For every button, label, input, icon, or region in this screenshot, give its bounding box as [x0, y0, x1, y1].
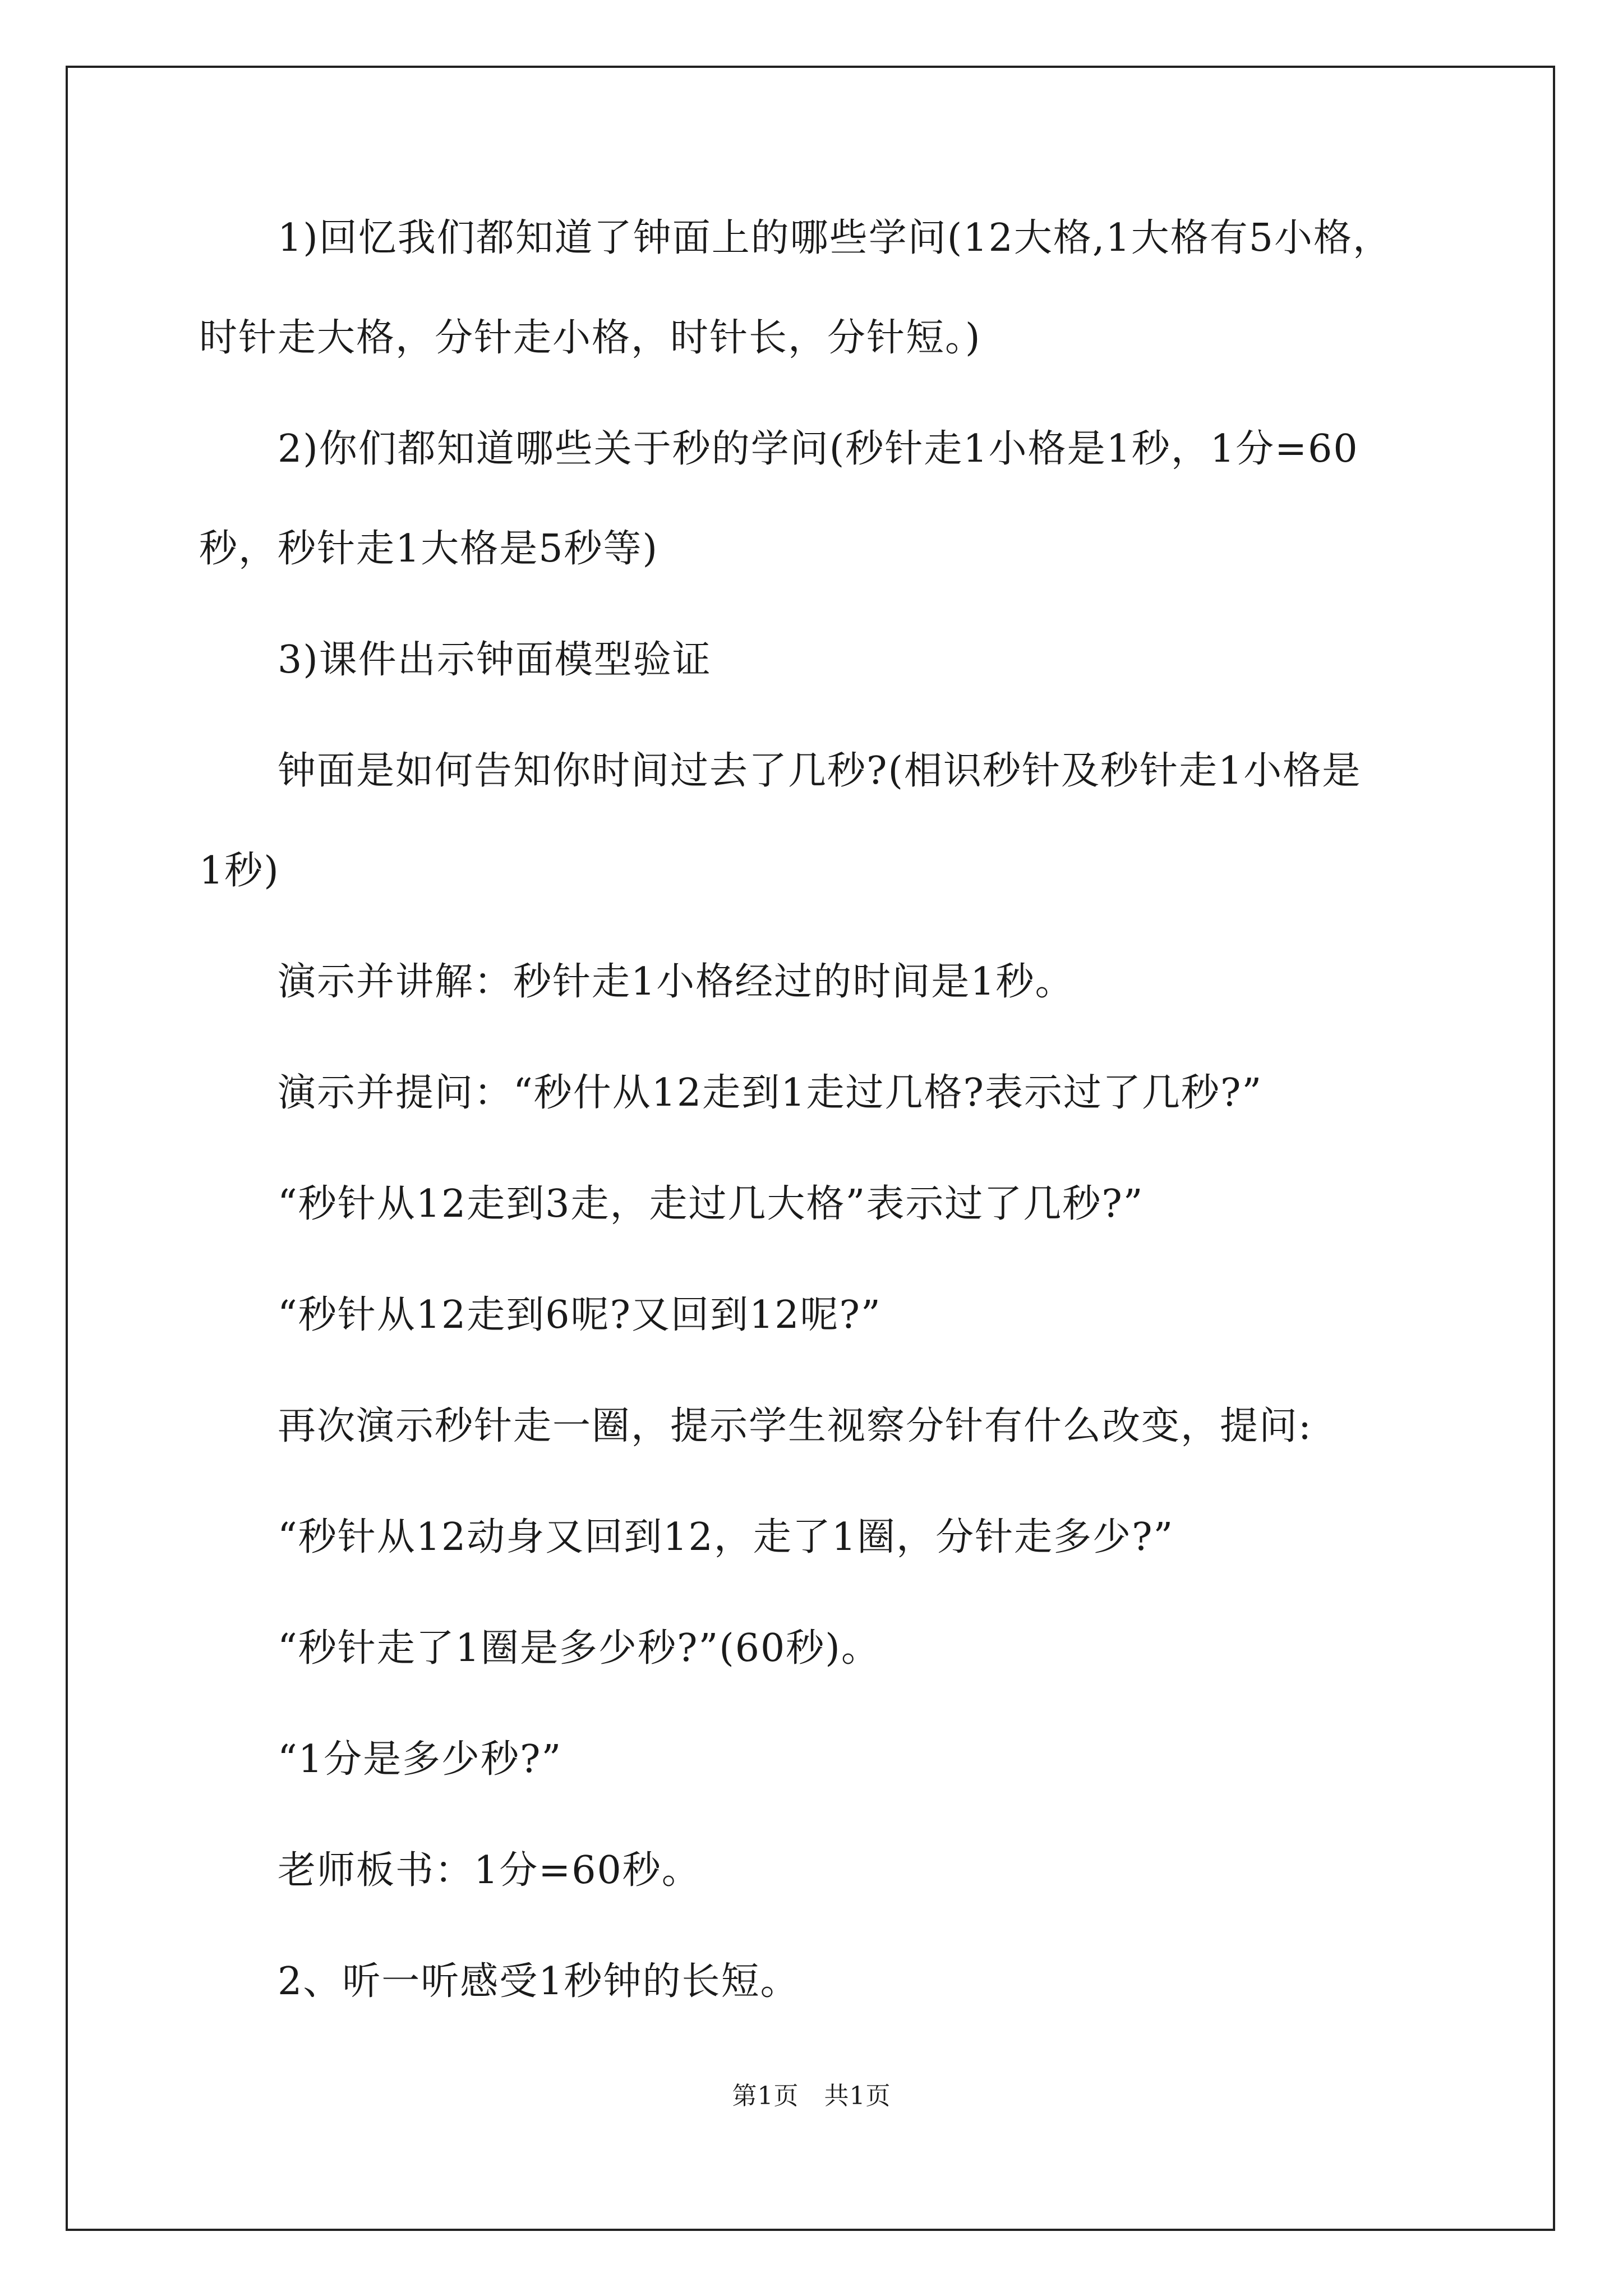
- paragraph-line-8: 演示并讲解：秒针走1小格经过的时间是1秒。: [278, 960, 1075, 1004]
- paragraph-line-6: 钟面是如何告知你时间过去了几秒?(相识秒针及秒针走1小格是: [278, 749, 1362, 793]
- paragraph-line-4: 秒，秒针走1大格是5秒等): [199, 527, 659, 571]
- paragraph-line-7: 1秒): [199, 849, 280, 893]
- paragraph-line-17: 2、听一听感受1秒钟的长短。: [278, 1959, 800, 2004]
- paragraph-line-1: 1)回忆我们都知道了钟面上的哪些学问(12大格,1大格有5小格，: [278, 216, 1392, 260]
- paragraph-line-14: “秒针走了1圈是多少秒?”(60秒)。: [278, 1626, 880, 1671]
- paragraph-line-3: 2)你们都知道哪些关于秒的学问(秒针走1小格是1秒，1分=60: [278, 427, 1359, 471]
- paragraph-line-15: “1分是多少秒?”: [278, 1737, 562, 1782]
- paragraph-line-11: “秒针从12走到6呢?又回到12呢?”: [278, 1293, 882, 1337]
- paragraph-line-12: 再次演示秒针走一圈，提示学生视察分针有什么改变，提问:: [278, 1404, 1312, 1448]
- page-border: [66, 66, 1555, 2231]
- paragraph-line-5: 3)课件出示钟面模型验证: [278, 638, 712, 682]
- paragraph-line-16: 老师板书：1分=60秒。: [278, 1848, 701, 1893]
- paragraph-line-2: 时针走大格，分针走小格，时针长，分针短。): [199, 316, 981, 360]
- paragraph-line-13: “秒针从12动身又回到12，走了1圈，分针走多少?”: [278, 1515, 1174, 1559]
- paragraph-line-9: 演示并提问：“秒什从12走到1走过几格?表示过了几秒?”: [278, 1071, 1263, 1115]
- page-number-footer: 第1页 共1页: [732, 2082, 891, 2110]
- paragraph-line-10: “秒针从12走到3走，走过几大格”表示过了几秒?”: [278, 1182, 1144, 1226]
